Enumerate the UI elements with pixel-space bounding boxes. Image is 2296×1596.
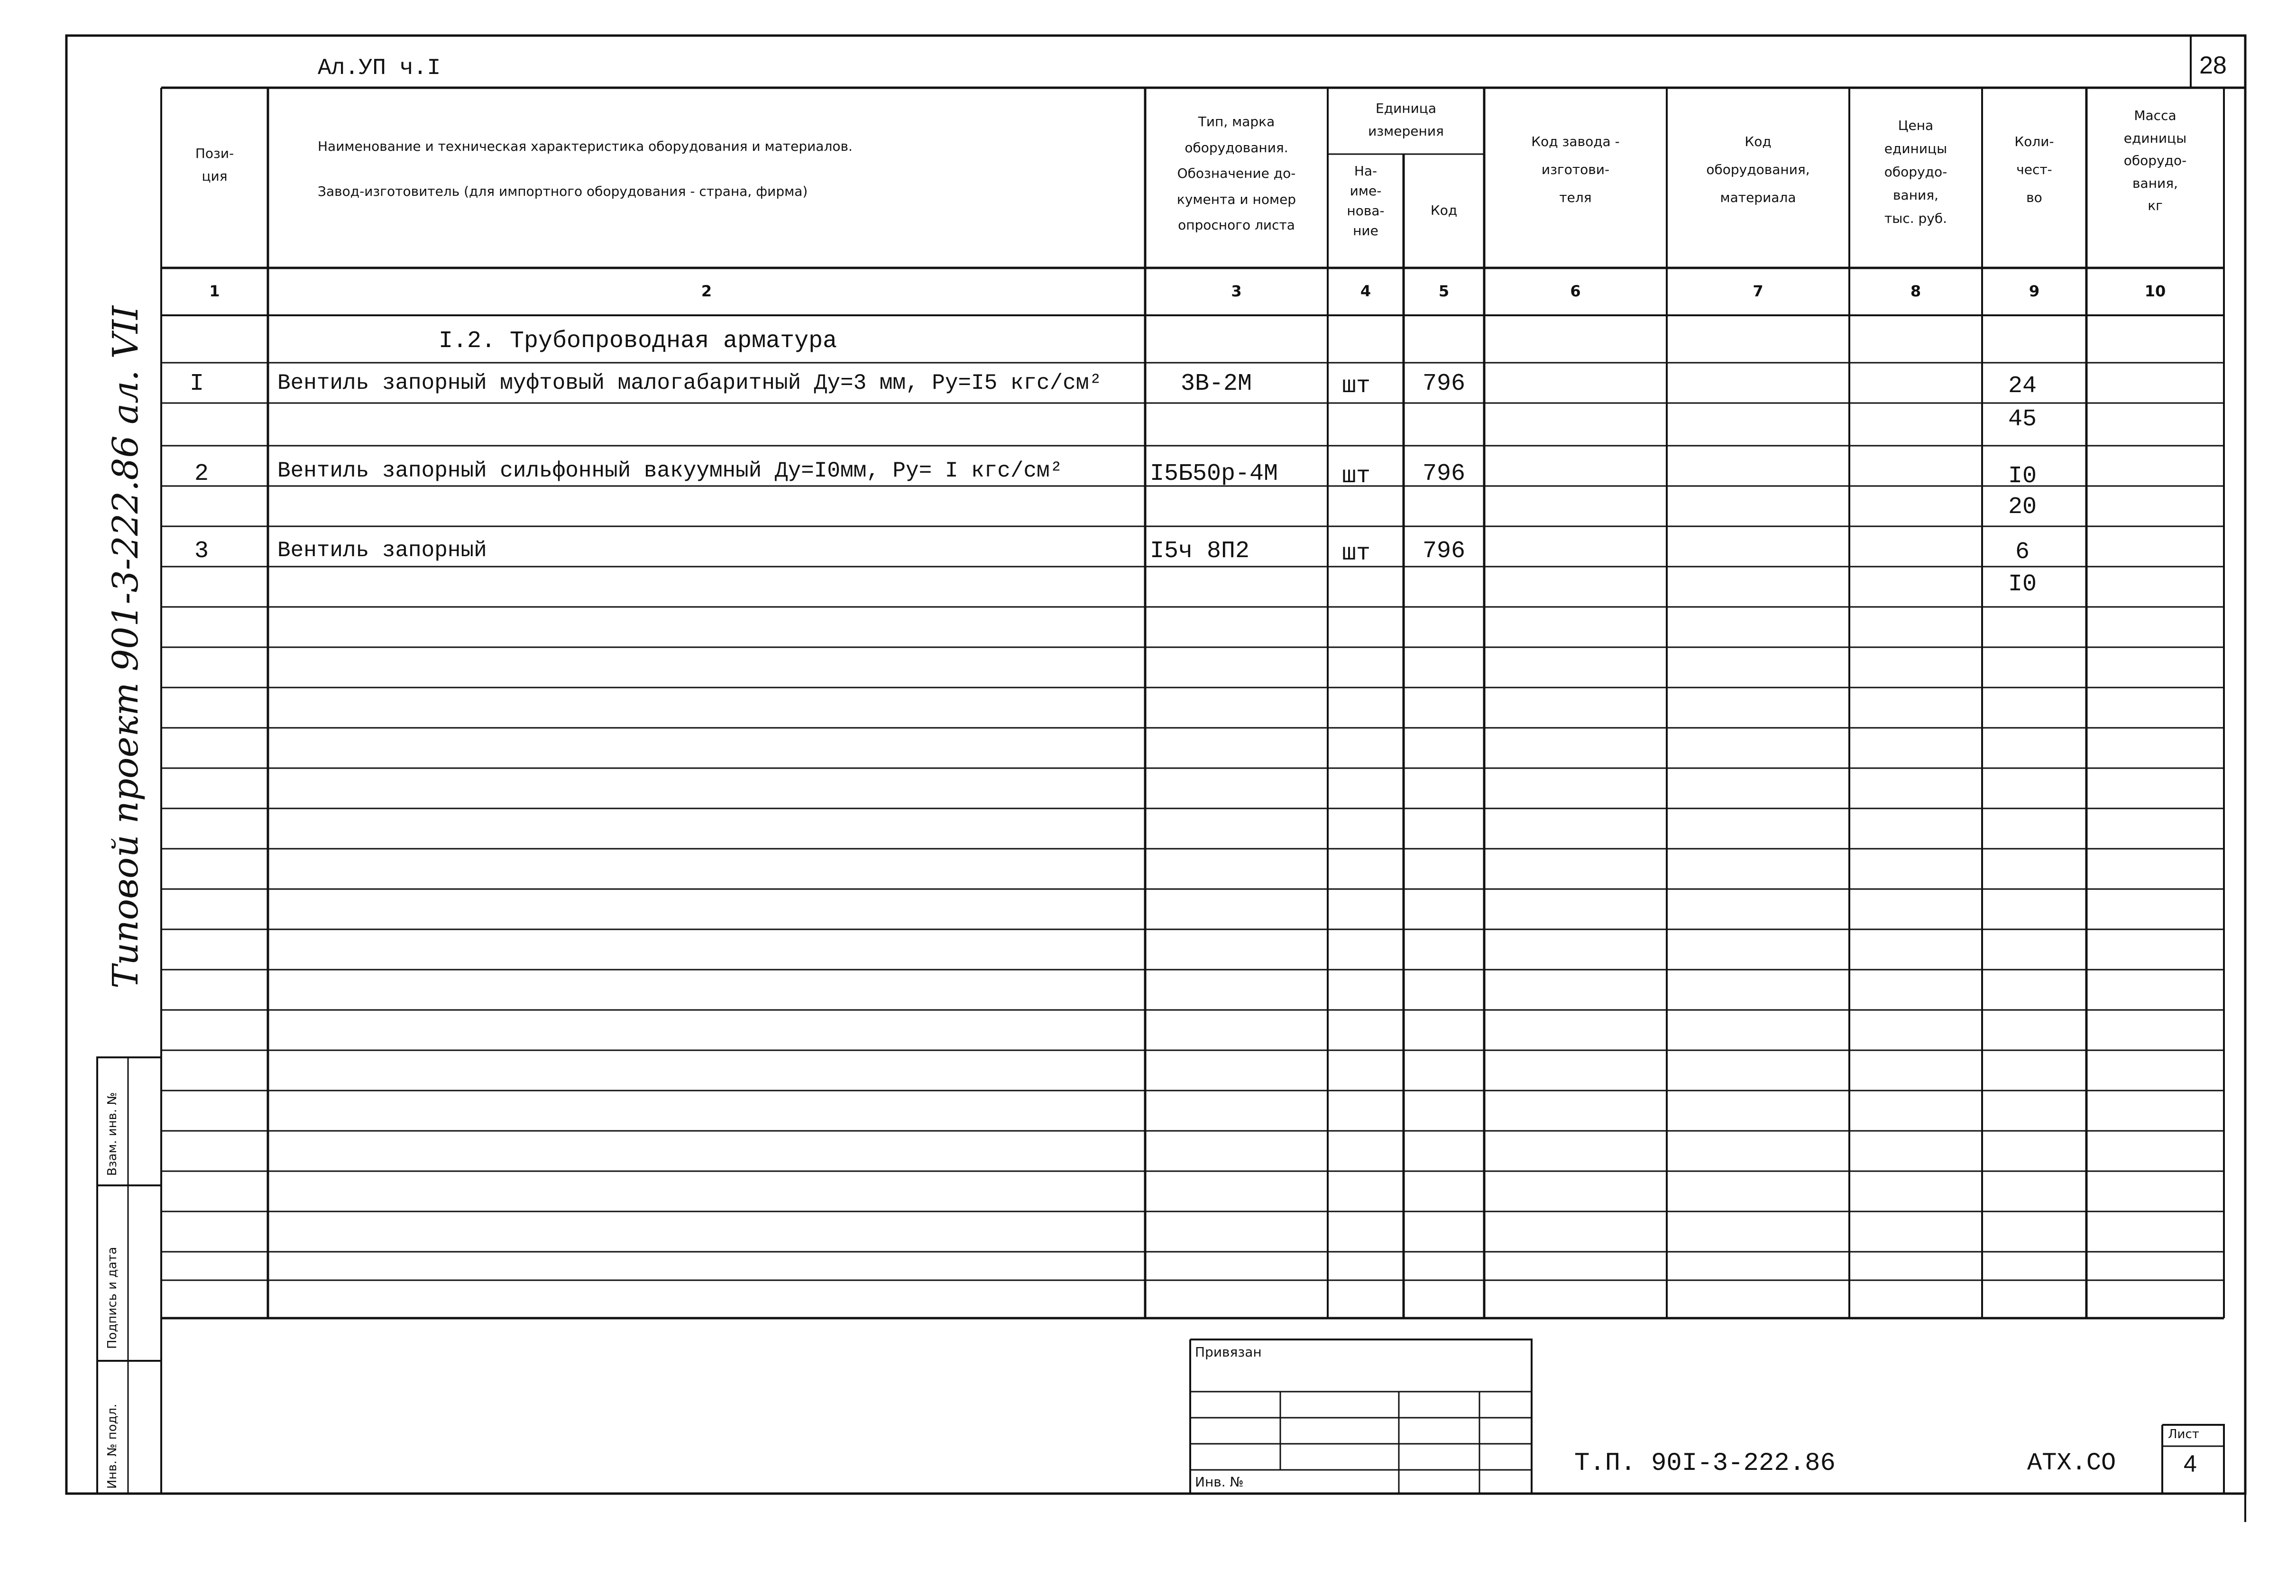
row-name: Вентиль запорный сильфонный вакуумный Ду=I0мм, Ру= I кгс/см² bbox=[277, 459, 1063, 483]
row-position: I bbox=[190, 370, 204, 397]
column-number: 8 bbox=[1910, 282, 1921, 300]
row-name: Вентиль запорный bbox=[277, 538, 487, 563]
header-quantity: Коли- чест- во bbox=[2014, 134, 2054, 205]
album-reference: Ал.УП ч.I bbox=[318, 55, 441, 81]
header-name-line2: Завод-изготовитель (для импортного оборудования - страна, фирма) bbox=[318, 183, 808, 199]
column-number: 1 bbox=[209, 282, 220, 300]
header-unit-code: Код bbox=[1430, 202, 1458, 218]
header-position: Пози- ция bbox=[195, 146, 234, 184]
header-manufacturer-code: Код завода - изготови- теля bbox=[1531, 134, 1620, 205]
original-inventory-label: Инв. № подл. bbox=[105, 1403, 119, 1489]
header-unit-group: Единица измерения bbox=[1368, 101, 1444, 139]
row-unit: шт bbox=[1342, 540, 1371, 567]
row-name: Вентиль запорный муфтовый малогабаритный Ду=3 мм, Ру=I5 кгс/см² bbox=[277, 371, 1102, 395]
column-number: 7 bbox=[1753, 282, 1763, 300]
column-number: 6 bbox=[1570, 282, 1581, 300]
row-type: I5ч 8П2 bbox=[1150, 538, 1250, 565]
header-name-line1: Наименование и техническая характеристика оборудования и материалов. bbox=[318, 138, 853, 154]
row-unit-code: 796 bbox=[1423, 460, 1466, 487]
column-number: 10 bbox=[2144, 282, 2166, 300]
row-type: 3В-2М bbox=[1181, 370, 1252, 397]
row-unit-code: 796 bbox=[1423, 370, 1466, 397]
column-number: 4 bbox=[1360, 282, 1371, 300]
header-unit-price: Цена единицы оборудо- вания, тыс. руб. bbox=[1884, 118, 1947, 226]
header-unit-mass: Масса единицы оборудо- вания, кг bbox=[2123, 108, 2187, 214]
row-type: I5Б50р-4М bbox=[1150, 460, 1278, 487]
replace-inventory-label: Взам. инв. № bbox=[105, 1092, 119, 1176]
header-unit-name: На- име- нова- ние bbox=[1347, 163, 1385, 238]
header-type: Тип, марка оборудования. Обозначение до- кумента и номер опросного листа bbox=[1176, 114, 1296, 233]
row-unit: шт bbox=[1342, 463, 1371, 490]
sheet-label: Лист bbox=[2168, 1427, 2199, 1441]
row-unit: шт bbox=[1342, 373, 1371, 400]
row-quantity: 6 bbox=[2015, 539, 2030, 566]
column-number: 9 bbox=[2029, 282, 2040, 300]
section-title: I.2. Трубопроводная арматура bbox=[439, 328, 837, 355]
row-unit-code: 796 bbox=[1423, 538, 1466, 565]
row-position: 3 bbox=[194, 538, 209, 565]
row-quantity: 24 bbox=[2008, 373, 2037, 400]
handwritten-project-label: Типовой проект 901-3-222.86 ал. VII bbox=[105, 305, 146, 989]
linked-label: Привязан bbox=[1195, 1344, 1262, 1360]
header-equipment-code: Код оборудования, материала bbox=[1706, 134, 1810, 205]
page-number: 28 bbox=[2199, 52, 2227, 79]
row-quantity-secondary: 20 bbox=[2008, 494, 2037, 521]
row-quantity: I0 bbox=[2008, 463, 2037, 490]
row-quantity-secondary: I0 bbox=[2008, 571, 2037, 598]
row-position: 2 bbox=[194, 460, 209, 487]
row-quantity-secondary: 45 bbox=[2008, 406, 2037, 433]
inventory-number-label: Инв. № bbox=[1195, 1474, 1244, 1490]
column-number: 5 bbox=[1438, 282, 1450, 300]
column-number: 3 bbox=[1231, 282, 1242, 300]
sheet-number: 4 bbox=[2184, 1450, 2197, 1477]
document-code: Т.П. 90I-3-222.86 bbox=[1574, 1449, 1836, 1478]
column-number: 2 bbox=[701, 282, 712, 300]
signature-date-label: Подпись и дата bbox=[105, 1247, 119, 1349]
document-mark: АТХ.СО bbox=[2027, 1449, 2116, 1477]
